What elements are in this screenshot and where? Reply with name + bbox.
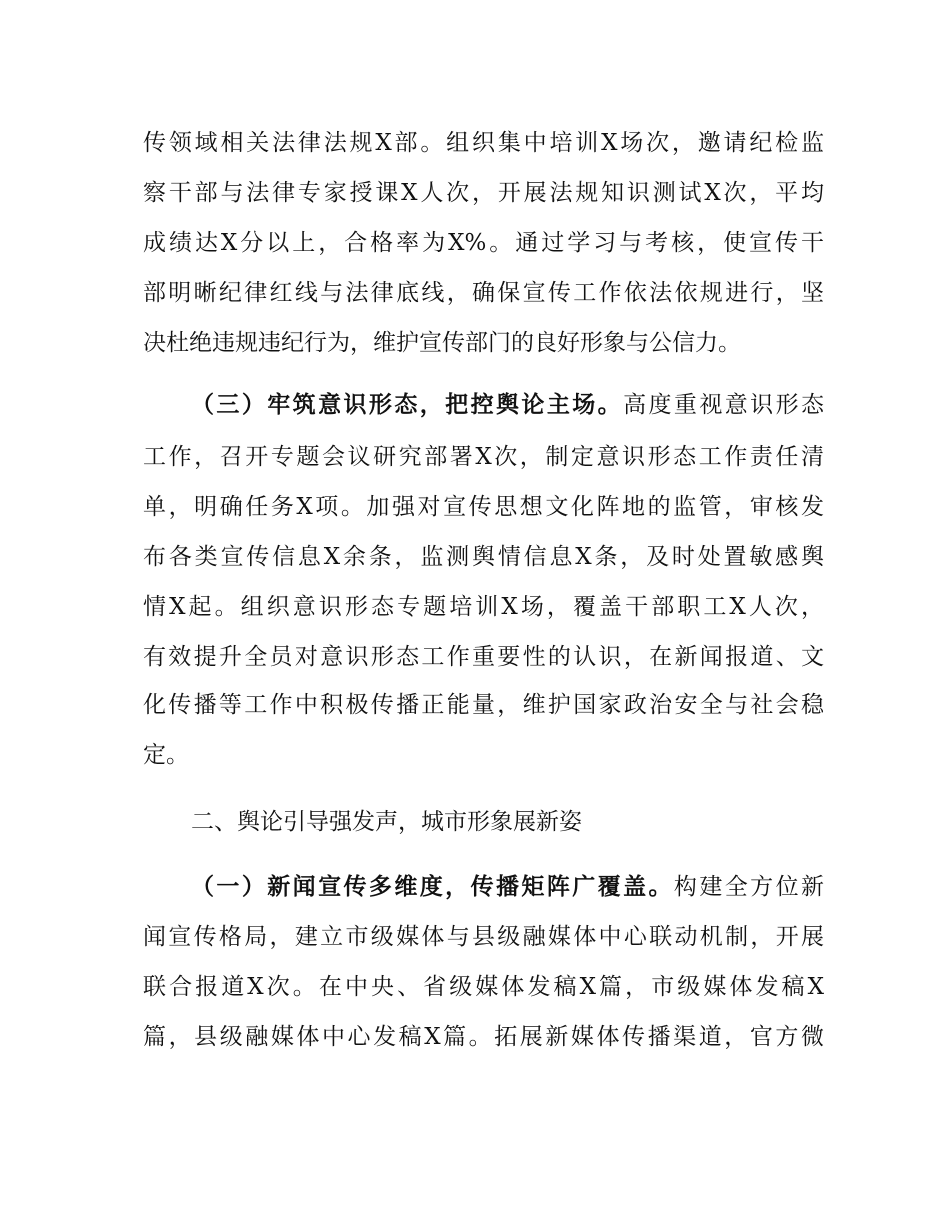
- paragraph-line: 成绩达X分以上，合格率为X%。通过学习与考核，使宣传干: [143, 230, 824, 256]
- paragraph-line: 察干部与法律专家授课X人次，开展法规知识测试X次，平均: [143, 180, 824, 206]
- paragraph-line: 工作，召开专题会议研究部署X次，制定意识形态工作责任清: [143, 444, 824, 470]
- paragraph-line: 布各类宣传信息X余条，监测舆情信息X条，及时处置敏感舆: [143, 544, 824, 570]
- section-title: （一）新闻宣传多维度，传播矩阵广覆盖。: [191, 874, 674, 900]
- paragraph-line: 部明晰纪律红线与法律底线，确保宣传工作依法依规进行，坚: [143, 280, 824, 306]
- paragraph-line: 化传播等工作中积极传播正能量，维护国家政治安全与社会稳: [143, 692, 824, 718]
- paragraph-line: 篇，县级融媒体中心发稿X篇。拓展新媒体传播渠道，官方微: [143, 1024, 824, 1050]
- paragraph-line: 闻宣传格局，建立市级媒体与县级融媒体中心联动机制，开展: [143, 924, 824, 950]
- paragraph-line: 单，明确任务X项。加强对宣传思想文化阵地的监管，审核发: [143, 494, 824, 520]
- section-heading: 二、舆论引导强发声，城市形象展新姿: [191, 809, 582, 835]
- paragraph-line: 有效提升全员对意识形态工作重要性的认识，在新闻报道、文: [143, 644, 824, 670]
- paragraph-line: 联合报道X次。在中央、省级媒体发稿X篇，市级媒体发稿X: [143, 974, 824, 1000]
- section-first-line: [191, 872, 824, 902]
- paragraph-text: 高度重视意识形态: [623, 392, 825, 418]
- paragraph-line: 传领域相关法律法规X部。组织集中培训X场次，邀请纪检监: [143, 130, 824, 156]
- paragraph-line: 情X起。组织意识形态专题培训X场，覆盖干部职工X人次，: [143, 594, 824, 620]
- section-first-line: [191, 390, 824, 420]
- paragraph-line: 定。: [143, 742, 189, 768]
- paragraph-line: 决杜绝违规违纪行为，维护宣传部门的良好形象与公信力。: [143, 330, 741, 356]
- section-title: （三）牢筑意识形态，把控舆论主场。: [191, 392, 624, 418]
- paragraph-text: 构建全方位新: [673, 874, 825, 900]
